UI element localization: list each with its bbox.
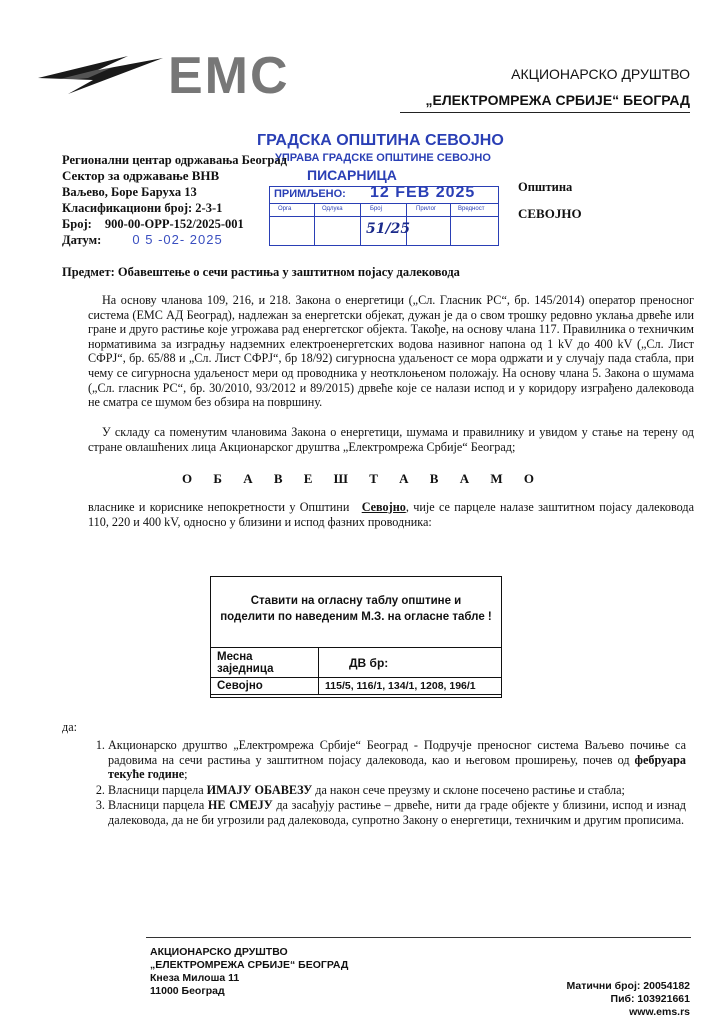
footer-divider bbox=[146, 937, 691, 938]
org-line1: АКЦИОНАРСКО ДРУШТВО bbox=[511, 66, 690, 82]
footer-l3: Кнеза Милоша 11 bbox=[150, 972, 240, 984]
header-line4: Класификациони број: 2-3-1 bbox=[62, 201, 223, 215]
header-line2: Сектор за одржавање ВНВ bbox=[62, 168, 220, 183]
col-dv-header: ДВ бр: bbox=[319, 648, 502, 678]
header-broj bbox=[62, 216, 302, 232]
header-divider bbox=[400, 112, 690, 113]
footer-l2: „ЕЛЕКТРОМРЕЖА СРБИЈЕ“ БЕОГРАД bbox=[150, 959, 349, 971]
announcement-heading: О Б А В Е Ш Т А В А М О bbox=[182, 471, 543, 486]
footer-r1: Матични број: 20054182 bbox=[566, 980, 690, 992]
paragraph-1: На основу чланова 109, 216, и 218. Закона о енергетици („Сл. Гласник РС“, бр. 145/2014) оператор преносног система (ЕМС АД Београд), надлежан за енергетски објекат, дужан је да о свом трошку редовно уклања дрвеће или гране и друго растиње које угрожава рад енергетског објекта. Такође, на основу члана 117. Правилника о техничким нормативима за изградњу надземних електроенергетских водова називног напона од 1 kV до 400 kV („Сл. Лист СФРЈ“, бр. 65/88 и „Сл. Лист СФРЈ“, бр 18/92) сигурносна удаљеност се мора одржати и у случају пада стабла, при чему се сигурносна удаљеност мери од проводника у неотклоњеном положају. На основу члана 5. Закона о шумама („Сл. гласник РС“, бр. 30/2010, 93/2012 и 89/2015) дрвеће које се налази испод и у коридору изграђено далековода не сматра се шумом без обзира на површину. bbox=[88, 293, 694, 410]
owners-pre: власнике и кориснике непокретности у Општини bbox=[88, 500, 350, 514]
owners-paragraph bbox=[88, 500, 694, 529]
owners-municipality: Севојно bbox=[361, 500, 406, 514]
footer-l4: 11000 Београд bbox=[150, 985, 225, 997]
list-item: 3. Власници парцела НЕ СМЕЈУ да засађују растиње – дрвеће, нити да граде објекте у близини, испод и изнад далековода, да не би угрозили рад далековода, супротно Закону о енергетици, техничким и другим прописима. bbox=[108, 798, 686, 827]
broj-value: 900-00-ОРР-152/2025-001 bbox=[104, 217, 244, 231]
stamp-col-2: Одлука bbox=[322, 206, 343, 212]
notice-box bbox=[210, 576, 502, 698]
stamp-col-4: Прилог bbox=[416, 206, 437, 212]
footer-left bbox=[150, 946, 348, 998]
stamp-col-3: Број bbox=[370, 206, 382, 212]
list-item: 2. Власници парцела ИМАЈУ ОБАВЕЗУ да након сече преузму и склоне посечено растиње и стабла; bbox=[108, 783, 686, 798]
stamp-received-date: 12 FEB 2025 bbox=[370, 184, 476, 201]
notice-table bbox=[210, 647, 502, 695]
stamp-col-1: Орга bbox=[278, 206, 292, 212]
stamp-line1: ГРАДСКА ОПШТИНА СЕВОЈНО bbox=[257, 132, 504, 149]
lightning-logo-icon bbox=[28, 38, 168, 108]
header-datum bbox=[62, 232, 302, 248]
header-line1: Регионални центар одржавања Београд bbox=[62, 153, 287, 167]
ems-logo bbox=[28, 38, 288, 108]
opstina-value: СЕВОЈНО bbox=[518, 206, 582, 221]
list-item: 1. Акционарско друштво „Електромрежа Србије“ Београд - Подручје преносног система Ваљево почиње са радовима на сечи растиња у заштитном појасу далековода, као и његовом проширењу, почев од фебруара текуће године; bbox=[108, 738, 686, 782]
header-line3: Ваљево, Боре Баруха 13 bbox=[62, 185, 197, 199]
stamp-line3: ПИСАРНИЦА bbox=[307, 167, 397, 183]
logo-text: ЕМС bbox=[168, 47, 290, 105]
col-mz-header: Месна заједница bbox=[211, 648, 319, 678]
row-mz: Севојно bbox=[211, 678, 319, 695]
stamp-received-label: ПРИМЉЕНО: bbox=[274, 188, 346, 200]
footer-r2: Пиб: 103921661 bbox=[610, 993, 690, 1005]
stamp-line2: УПРАВА ГРАДСКЕ ОПШТИНЕ СЕВОЈНО bbox=[275, 152, 491, 164]
subject: Предмет: Обавештење о сечи растиња у заштитном појасу далековода bbox=[62, 265, 460, 279]
stamp-number: 51/25 bbox=[366, 221, 411, 237]
owners-post: , чије се парцеле налазе заштитном појасу далековода 110, 220 и 400 kV, односно у близини и испод фазних проводника: bbox=[88, 500, 694, 529]
stamp-grid bbox=[269, 186, 499, 246]
broj-label: Број: bbox=[62, 217, 92, 231]
obligations-list bbox=[88, 738, 686, 829]
sender-header bbox=[62, 152, 302, 248]
da-label: да: bbox=[62, 720, 77, 734]
footer-r3: www.ems.rs bbox=[629, 1006, 690, 1018]
row-dv: 115/5, 116/1, 134/1, 1208, 196/1 bbox=[319, 678, 502, 695]
footer-right bbox=[500, 980, 690, 1019]
footer-l1: АКЦИОНАРСКО ДРУШТВО bbox=[150, 946, 288, 958]
opstina-label: Општина bbox=[518, 180, 573, 194]
paragraph-2: У складу са поменутим члановима Закона о енергетици, шумама и правилнику и увидом у стање на терену од стране овлашћених лица Акционарског друштва „Електромрежа Србије“ Београд; bbox=[88, 425, 694, 454]
org-line2: „ЕЛЕКТРОМРЕЖА СРБИЈЕ“ БЕОГРАД bbox=[425, 92, 690, 108]
notice-line1: Ставити на огласну таблу општине и bbox=[250, 595, 462, 607]
datum-stamp: 0 5 -02- 2025 bbox=[132, 232, 223, 247]
stamp-col-5: Вредност bbox=[458, 206, 485, 212]
notice-line2: поделити по наведеним М.З. на огласне табле ! bbox=[220, 611, 492, 623]
datum-label: Датум: bbox=[62, 233, 102, 247]
